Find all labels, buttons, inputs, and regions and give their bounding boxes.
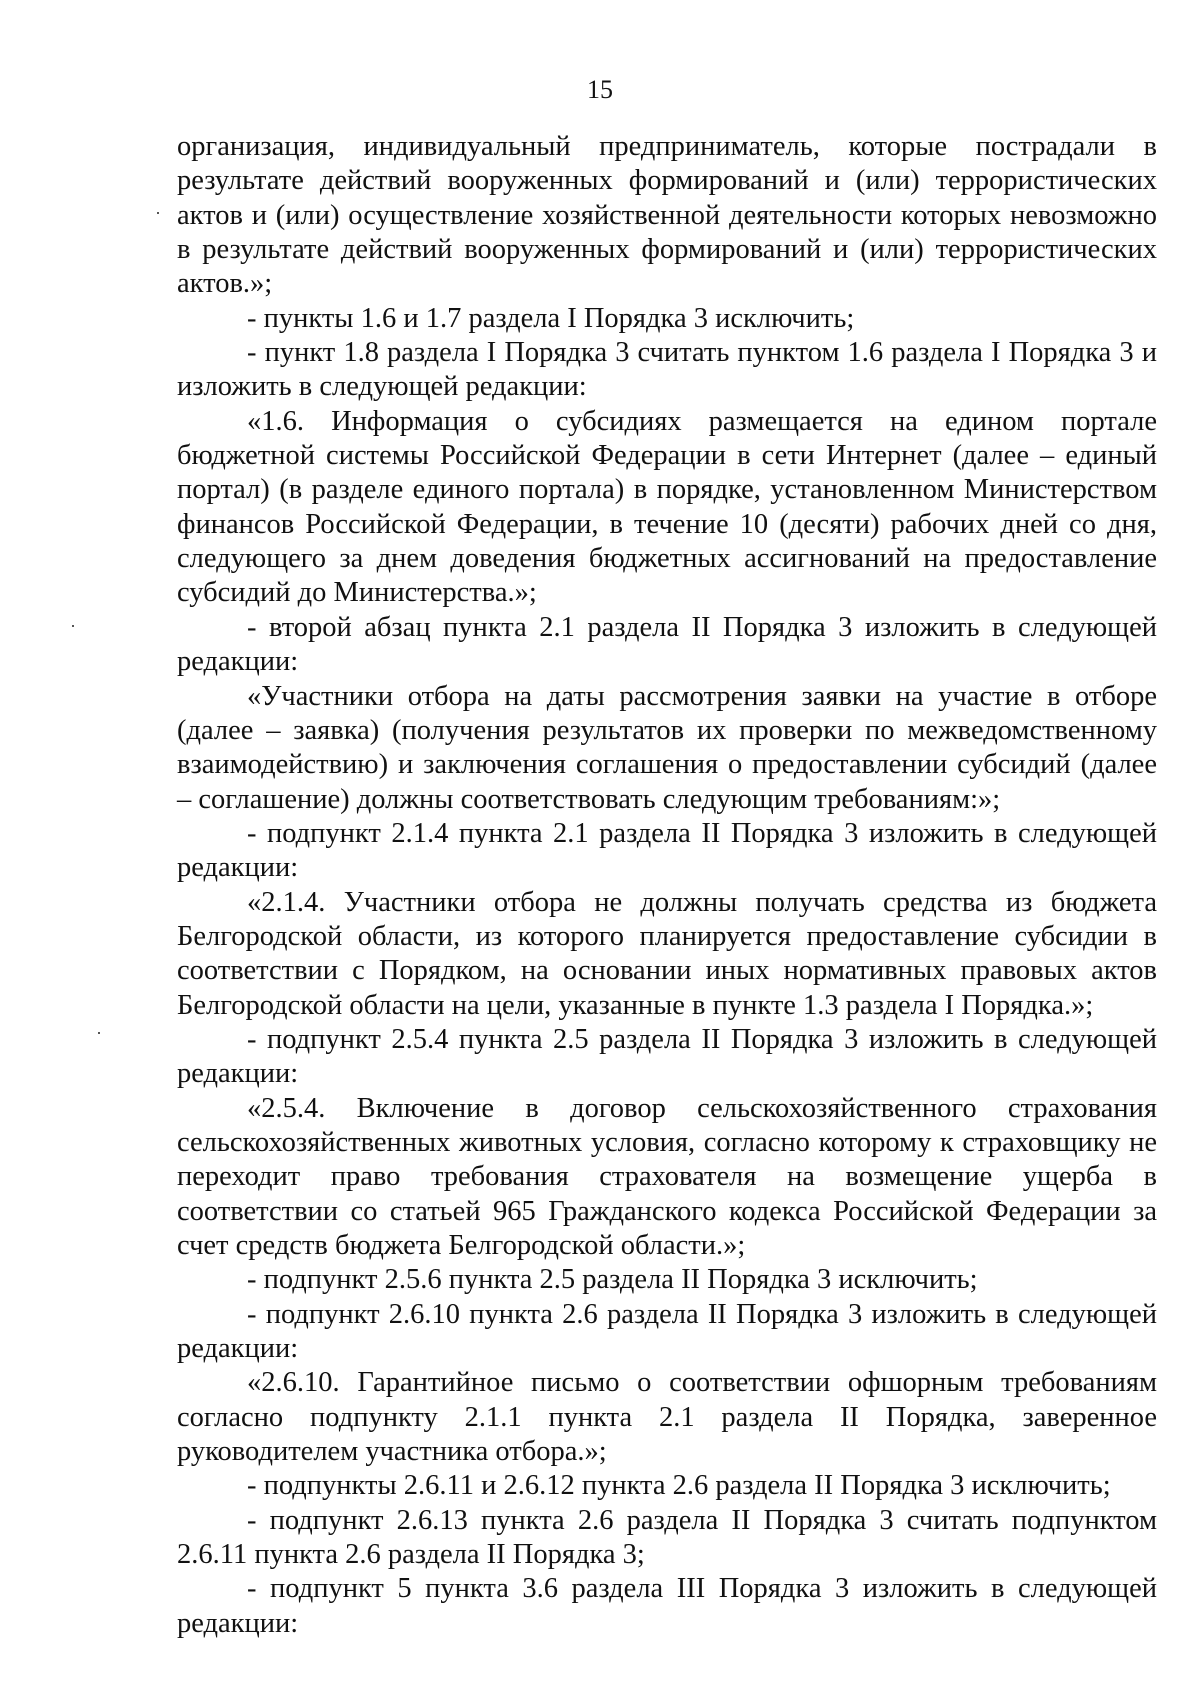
paragraph-amendment: - подпункт 2.5.6 пункта 2.5 раздела II Порядка 3 исключить; [247,1264,978,1296]
paragraph-quoted-clause: «2.6.10. Гарантийное письмо о соответствии офшорным требованиям согласно подпункту 2.1.1 пункта 2.1 раздела II Порядка, заверенное руководителем участника отбора.»; [177,1367,1157,1468]
paragraph-quoted-clause: «Участники отбора на даты рассмотрения заявки на участие в отборе (далее – заявка) (получения результатов их проверки по межведомственному взаимодействию) и заключения соглашения о предоставлении субсидий (далее – соглашение) должны соответствовать следующим требованиям:»; [177,680,1157,815]
scan-artifact-mark [157,212,159,214]
paragraph-amendment: - подпункт 2.5.4 пункта 2.5 раздела II Порядка 3 изложить в следующей редакции: [177,1023,1157,1090]
paragraph-amendment: - пункты 1.6 и 1.7 раздела I Порядка 3 исключить; [247,302,855,334]
paragraph-continuation: организация, индивидуальный предприниматель, которые пострадали в результате действий вооруженных формирований и (или) террористических актов и (или) осуществление хозяйственной деятельности которых невозможно в результате действий вооруженных формирований и (или) террористических актов.»; [177,131,1157,300]
page-number: 15 [587,75,613,104]
paragraph-quoted-clause: «2.1.4. Участники отбора не должны получать средства из бюджета Белгородской области, из которого планируется предоставление субсидии в соответствии с Порядком, на основании иных нормативных правовых актов Белгородской области на цели, указанные в пункте 1.3 раздела I Порядка.»; [177,886,1157,1021]
paragraph-amendment: - подпункты 2.6.11 и 2.6.12 пункта 2.6 раздела II Порядка 3 исключить; [247,1470,1111,1502]
scan-artifact-mark [72,625,74,627]
paragraph-quoted-clause: «2.5.4. Включение в договор сельскохозяйственного страхования сельскохозяйственных животных условия, согласно которому к страховщику не переходит право требования страхователя на возмещение ущерба в соответствии со статьей 965 Гражданского кодекса Российской Федерации за счет средств бюджета Белгородской области.»; [177,1092,1157,1261]
paragraph-amendment: - подпункт 2.6.10 пункта 2.6 раздела II Порядка 3 изложить в следующей редакции: [177,1298,1157,1365]
paragraph-amendment: - второй абзац пункта 2.1 раздела II Порядка 3 изложить в следующей редакции: [177,611,1157,678]
paragraph-amendment: - подпункт 2.6.13 пункта 2.6 раздела II Порядка 3 считать подпунктом 2.6.11 пункта 2.6 раздела II Порядка 3; [177,1504,1157,1571]
scan-artifact-mark [98,1032,100,1034]
paragraph-quoted-clause: «1.6. Информация о субсидиях размещается на едином портале бюджетной системы Российской Федерации в сети Интернет (далее – единый портал) (в разделе единого портала) в порядке, установленном Министерством финансов Российской Федерации, в течение 10 (десяти) рабочих дней со дня, следующего за днем доведения бюджетных ассигнований на предоставление субсидий до Министерства.»; [177,405,1157,609]
paragraph-amendment: - подпункт 5 пункта 3.6 раздела III Порядка 3 изложить в следующей редакции: [177,1573,1157,1639]
paragraph-amendment: - пункт 1.8 раздела I Порядка 3 считать пунктом 1.6 раздела I Порядка 3 и изложить в следующей редакции: [177,337,1157,403]
paragraph-amendment: - подпункт 2.1.4 пункта 2.1 раздела II Порядка 3 изложить в следующей редакции: [177,817,1157,884]
document-body [177,130,1157,1641]
